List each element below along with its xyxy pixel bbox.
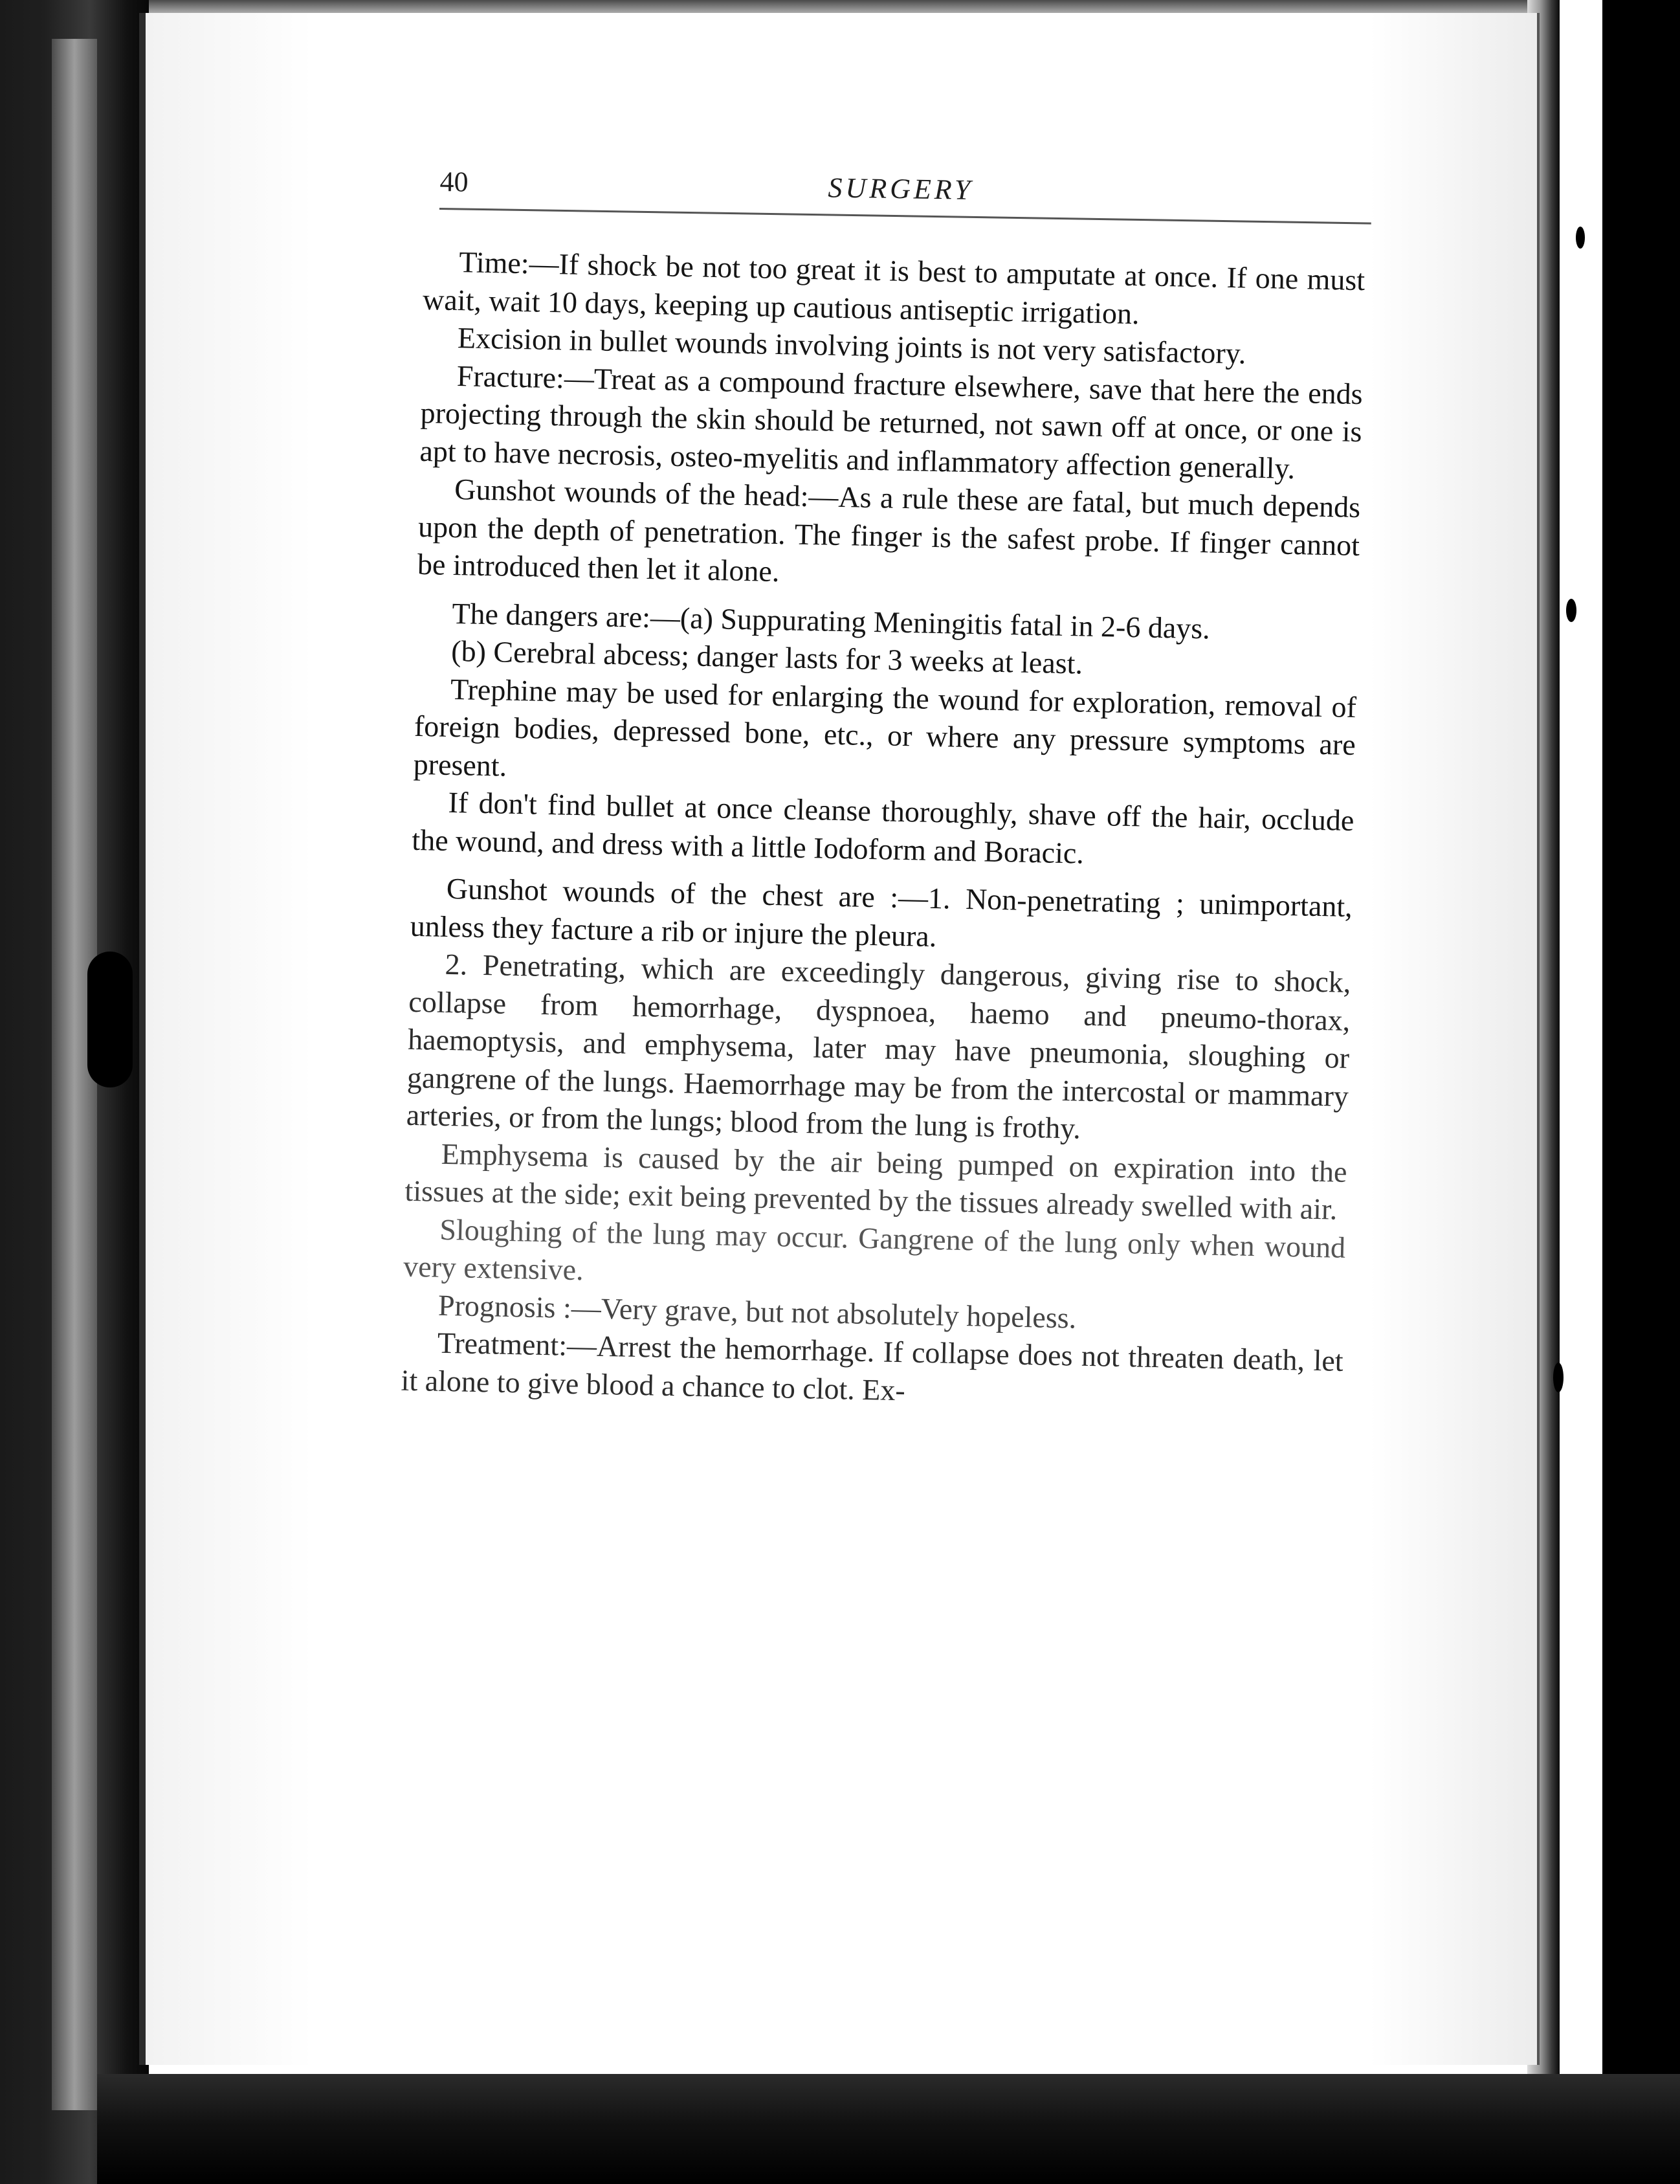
paragraph-prognosis: Prognosis :—Very grave, but not absolutely hopeless. <box>437 1288 1077 1335</box>
paragraph-amputation-time: Time:—If shock be not too great it is best to amputate at once. If one must wait, wait 10 days, keeping up cautious antiseptic irrigation. <box>422 245 1365 330</box>
page-body-text <box>401 243 1365 1418</box>
paragraph-fracture: Fracture:—Treat as a compound fracture elsewhere, save that here the ends projecting through the skin should be returned, not sawn off at once, or one is apt to have necrosis, osteo-myelitis and inflammatory affection generally. <box>419 359 1364 485</box>
paragraph-sloughing: Sloughing of the lung may occur. Gangrene of the lung only when wound very extensive. <box>403 1212 1346 1287</box>
margin-speck <box>1553 1363 1564 1392</box>
book-binding-edge <box>0 0 149 2184</box>
margin-speck <box>1576 227 1585 249</box>
scan-right-border <box>1602 0 1680 2184</box>
paragraph-treatment: Treatment:—Arrest the hemorrhage. If collapse does not threaten death, let it alone to give blood a chance to clot. Ex- <box>401 1326 1344 1407</box>
margin-speck <box>1566 599 1576 622</box>
paragraph-excision: Excision in bullet wounds involving joints is not very satisfactory. <box>457 321 1246 370</box>
paragraph-trephine: Trephine may be used for enlarging the wound for exploration, removal of foreign bodies, depressed bone, etc., or where any pressure symptoms are present. <box>413 672 1357 783</box>
scan-bottom-border <box>97 2074 1680 2184</box>
paragraph-head-wounds: Gunshot wounds of the head:—As a rule these are fatal, but much depends upon the depth of penetration. The finger is the safest probe. If finger cannot be introduced then let it alone. <box>417 473 1361 588</box>
paragraph-penetrating: 2. Penetrating, which are exceedingly dangerous, giving rise to shock, collapse from hemorrhage, dyspnoea, haemo and pneumo-thorax, haemoptysis, and emphysema, later may have pneumonia, sloughing or gangrene of the lungs. Haemorrhage may be from the intercostal or mammary arteries, or from the lungs; blood from the lung is frothy. <box>406 947 1351 1145</box>
paragraph-emphysema: Emphysema is caused by the air being pumped on expiration into the tissues at the side; exit being prevented by the tissues already swelled with air. <box>404 1137 1348 1226</box>
page-number: 40 <box>439 165 469 198</box>
paragraph-bullet-cleanse: If don't find bullet at once cleanse thoroughly, shave off the hair, occlude the wound, and dress with a little Iodoform and Boracic. <box>411 785 1354 870</box>
running-title: SURGERY <box>828 172 974 206</box>
paragraph-chest-wounds: Gunshot wounds of the chest are :—1. Non-penetrating ; unimportant, unless they facture a rib or injure the pleura. <box>410 871 1353 953</box>
paragraph-dangers: The dangers are:—(a) Suppurating Meningitis fatal in 2-6 days. <box>452 596 1211 645</box>
paragraph-cerebral-abcess: (b) Cerebral abcess; danger lasts for 3 weeks at least. <box>450 634 1083 680</box>
binding-notch <box>87 952 133 1087</box>
